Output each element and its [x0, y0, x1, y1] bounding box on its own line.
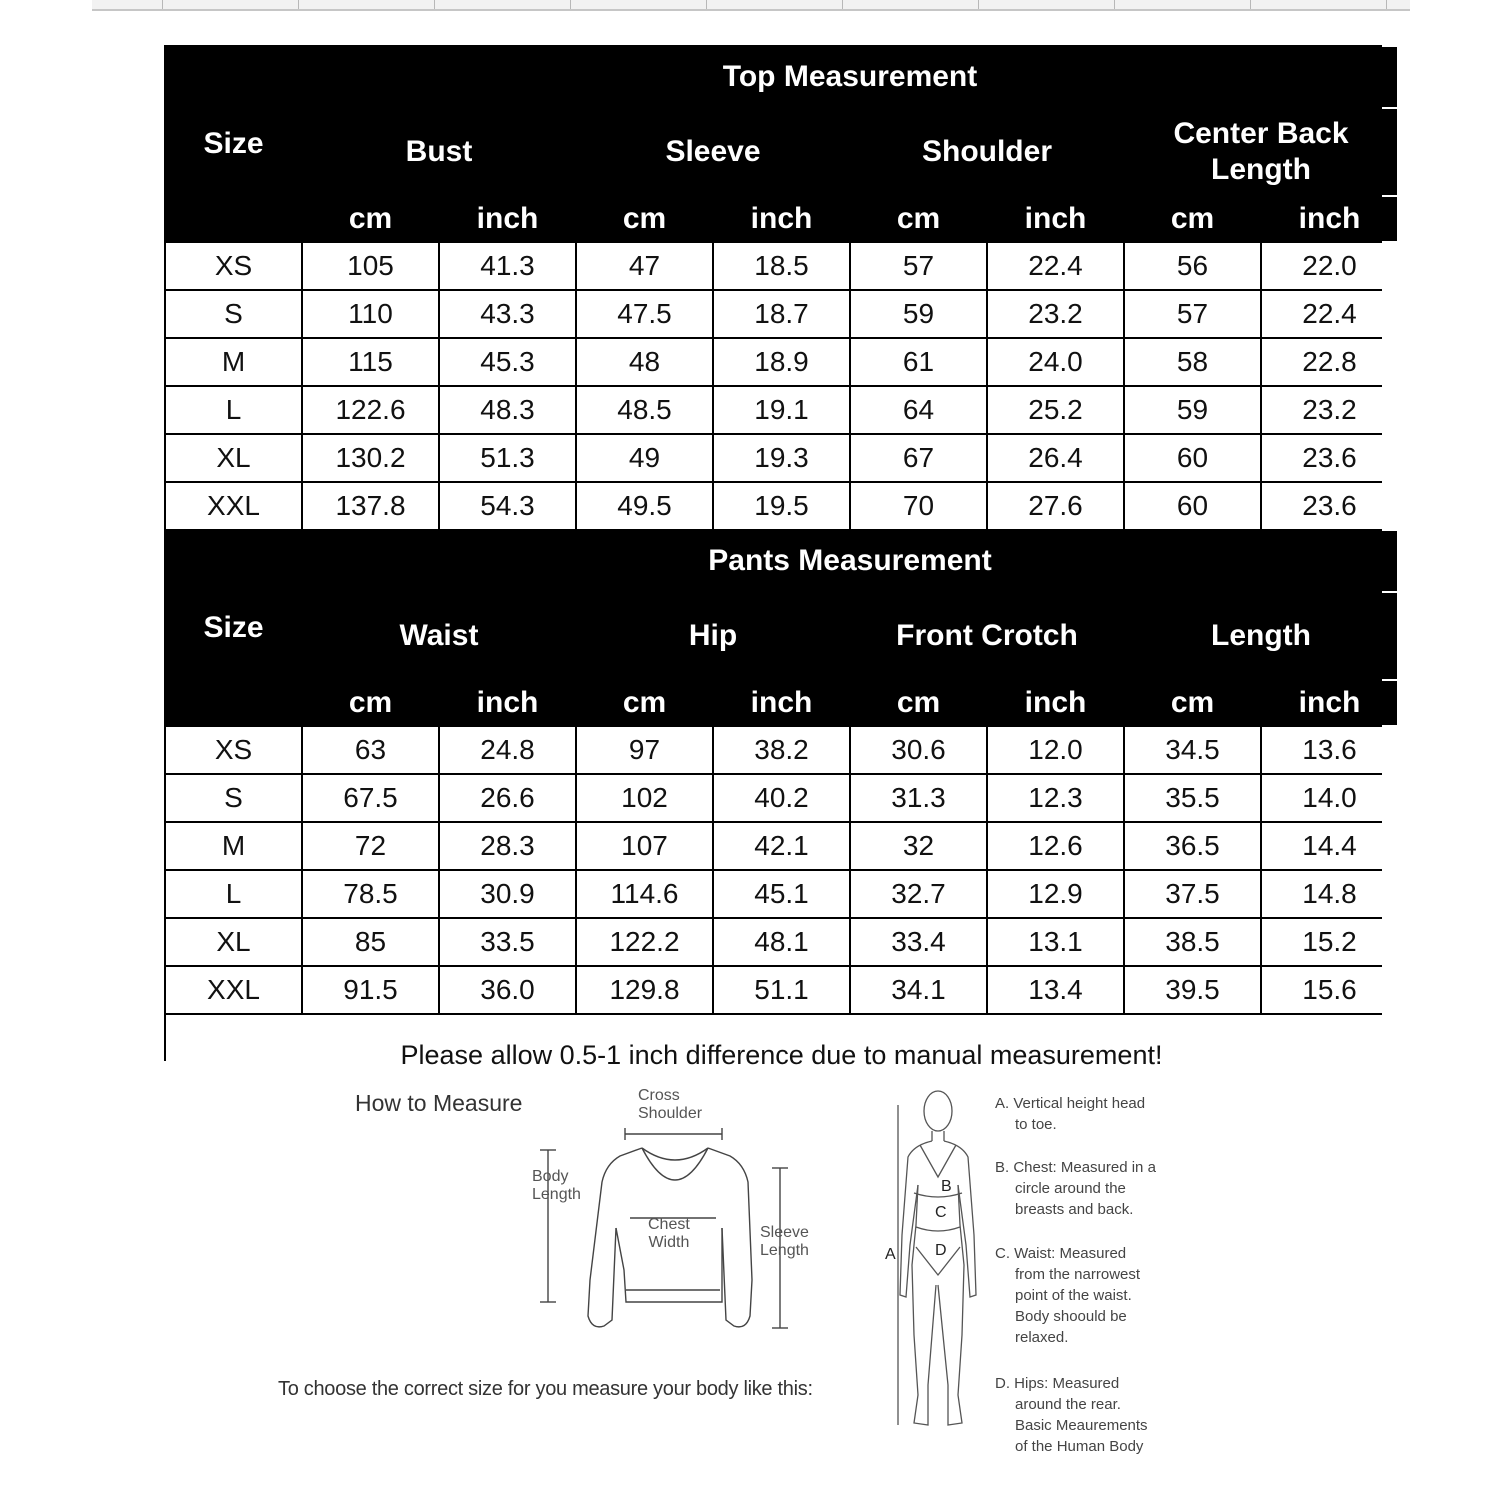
pants-value-cell: 85 — [303, 919, 438, 965]
pants-value-cell: 40.2 — [714, 775, 849, 821]
pants-unit-inch: inch — [1262, 681, 1397, 725]
chest-width-line2: Width — [648, 1234, 690, 1251]
top-value-cell: 23.2 — [988, 291, 1123, 337]
legend-b — [995, 1157, 1156, 1220]
how-to-measure-title: How to Measure — [355, 1090, 523, 1116]
top-unit-cm: cm — [1125, 197, 1260, 241]
top-size-header: Size — [166, 47, 301, 241]
pants-value-cell: 102 — [577, 775, 712, 821]
pants-value-cell: 107 — [577, 823, 712, 869]
top-value-cell: 60 — [1125, 435, 1260, 481]
pants-value-cell: 34.1 — [851, 967, 986, 1013]
pants-value-cell: 30.9 — [440, 871, 575, 917]
top-value-cell: 48.5 — [577, 387, 712, 433]
pants-value-cell: 26.6 — [440, 775, 575, 821]
chest-width-label — [648, 1216, 690, 1252]
pants-value-cell: 97 — [577, 727, 712, 773]
top-group-header: Center Back Length — [1125, 109, 1397, 195]
pants-value-cell: 12.0 — [988, 727, 1123, 773]
pants-value-cell: 91.5 — [303, 967, 438, 1013]
top-value-cell: 48.3 — [440, 387, 575, 433]
sleeve-length-label — [760, 1224, 809, 1260]
legend-c — [995, 1243, 1140, 1348]
top-value-cell: 18.7 — [714, 291, 849, 337]
top-value-cell: 18.9 — [714, 339, 849, 385]
top-value-cell: 57 — [851, 243, 986, 289]
legend-a-line2: to toe. — [1015, 1116, 1057, 1133]
top-unit-inch: inch — [440, 197, 575, 241]
pants-value-cell: 122.2 — [577, 919, 712, 965]
top-value-cell: 58 — [1125, 339, 1260, 385]
top-value-cell: 45.3 — [440, 339, 575, 385]
pants-unit-cm: cm — [851, 681, 986, 725]
top-value-cell: 137.8 — [303, 483, 438, 529]
marker-d: D — [935, 1242, 947, 1259]
pants-size-cell: XL — [166, 919, 301, 965]
legend-c-line2: from the narrowest — [1015, 1266, 1141, 1283]
top-value-cell: 70 — [851, 483, 986, 529]
top-value-cell: 115 — [303, 339, 438, 385]
top-value-cell: 59 — [1125, 387, 1260, 433]
pants-value-cell: 72 — [303, 823, 438, 869]
pants-section-title: Pants Measurement — [303, 531, 1397, 591]
top-group-header: Sleeve — [577, 109, 849, 195]
legend-d-line1: D. Hips: Measured — [995, 1375, 1120, 1392]
top-value-cell: 122.6 — [303, 387, 438, 433]
top-value-cell: 23.2 — [1262, 387, 1397, 433]
pants-unit-inch: inch — [714, 681, 849, 725]
top-value-cell: 57 — [1125, 291, 1260, 337]
top-unit-inch: inch — [1262, 197, 1397, 241]
pants-value-cell: 13.4 — [988, 967, 1123, 1013]
top-value-cell: 64 — [851, 387, 986, 433]
legend-a-line1: A. Vertical height head — [995, 1095, 1146, 1112]
top-value-cell: 19.5 — [714, 483, 849, 529]
legend-d-line4: of the Human Body — [1015, 1438, 1144, 1455]
legend-d-line2: around the rear. — [1015, 1396, 1121, 1413]
size-chart-table — [164, 45, 1382, 1070]
pants-value-cell: 28.3 — [440, 823, 575, 869]
top-value-cell: 19.1 — [714, 387, 849, 433]
top-value-cell: 54.3 — [440, 483, 575, 529]
pants-value-cell: 36.5 — [1125, 823, 1260, 869]
pants-value-cell: 12.6 — [988, 823, 1123, 869]
pants-value-cell: 129.8 — [577, 967, 712, 1013]
top-value-cell: 61 — [851, 339, 986, 385]
pants-size-cell: XXL — [166, 967, 301, 1013]
pants-value-cell: 30.6 — [851, 727, 986, 773]
pants-size-cell: XS — [166, 727, 301, 773]
top-value-cell: 59 — [851, 291, 986, 337]
pants-unit-cm: cm — [303, 681, 438, 725]
sleeve-length-line1: Sleeve — [760, 1224, 809, 1241]
pants-value-cell: 51.1 — [714, 967, 849, 1013]
pants-value-cell: 34.5 — [1125, 727, 1260, 773]
top-value-cell: 130.2 — [303, 435, 438, 481]
top-size-cell: S — [166, 291, 301, 337]
pants-value-cell: 13.1 — [988, 919, 1123, 965]
chest-width-line1: Chest — [648, 1216, 690, 1233]
pants-group-header: Hip — [577, 593, 849, 679]
pants-value-cell: 38.2 — [714, 727, 849, 773]
pants-group-header: Length — [1125, 593, 1397, 679]
top-unit-inch: inch — [988, 197, 1123, 241]
cross-shoulder-label — [638, 1087, 702, 1123]
top-value-cell: 51.3 — [440, 435, 575, 481]
pants-value-cell: 37.5 — [1125, 871, 1260, 917]
pants-size-header: Size — [166, 531, 301, 725]
pants-unit-cm: cm — [1125, 681, 1260, 725]
top-size-cell: XS — [166, 243, 301, 289]
measurement-note: Please allow 0.5-1 inch difference due to manual measurement! — [166, 1015, 1397, 1095]
top-value-cell: 41.3 — [440, 243, 575, 289]
pants-group-header: Front Crotch — [851, 593, 1123, 679]
top-value-cell: 23.6 — [1262, 435, 1397, 481]
pants-value-cell: 24.8 — [440, 727, 575, 773]
cross-shoulder-line1: Cross — [638, 1087, 680, 1104]
pants-value-cell: 31.3 — [851, 775, 986, 821]
pants-value-cell: 63 — [303, 727, 438, 773]
pants-value-cell: 67.5 — [303, 775, 438, 821]
spreadsheet-header-strip — [92, 0, 1410, 11]
top-size-cell: L — [166, 387, 301, 433]
pants-value-cell: 32.7 — [851, 871, 986, 917]
sleeve-length-line2: Length — [760, 1242, 809, 1259]
pants-unit-inch: inch — [988, 681, 1123, 725]
legend-a — [995, 1093, 1145, 1135]
pants-value-cell: 35.5 — [1125, 775, 1260, 821]
top-value-cell: 22.8 — [1262, 339, 1397, 385]
legend-c-line3: point of the waist. — [1015, 1287, 1132, 1304]
pants-value-cell: 12.3 — [988, 775, 1123, 821]
top-value-cell: 27.6 — [988, 483, 1123, 529]
legend-b-line3: breasts and back. — [1015, 1201, 1134, 1218]
pants-size-cell: L — [166, 871, 301, 917]
pants-value-cell: 38.5 — [1125, 919, 1260, 965]
top-value-cell: 22.4 — [988, 243, 1123, 289]
pants-value-cell: 78.5 — [303, 871, 438, 917]
pants-value-cell: 114.6 — [577, 871, 712, 917]
top-value-cell: 25.2 — [988, 387, 1123, 433]
body-figure-icon — [880, 1085, 990, 1445]
pants-value-cell: 15.6 — [1262, 967, 1397, 1013]
top-section-title: Top Measurement — [303, 47, 1397, 107]
top-value-cell: 110 — [303, 291, 438, 337]
body-length-label — [532, 1168, 581, 1204]
top-size-cell: XXL — [166, 483, 301, 529]
top-size-cell: M — [166, 339, 301, 385]
top-value-cell: 67 — [851, 435, 986, 481]
marker-b: B — [941, 1178, 952, 1195]
body-length-line1: Body — [532, 1168, 569, 1185]
pants-value-cell: 13.6 — [1262, 727, 1397, 773]
top-value-cell: 26.4 — [988, 435, 1123, 481]
top-value-cell: 47.5 — [577, 291, 712, 337]
pants-value-cell: 32 — [851, 823, 986, 869]
top-value-cell: 49 — [577, 435, 712, 481]
legend-c-line5: relaxed. — [1015, 1329, 1069, 1346]
pants-value-cell: 14.4 — [1262, 823, 1397, 869]
pants-size-cell: S — [166, 775, 301, 821]
top-value-cell: 105 — [303, 243, 438, 289]
pants-group-header: Waist — [303, 593, 575, 679]
pants-unit-cm: cm — [577, 681, 712, 725]
pants-value-cell: 45.1 — [714, 871, 849, 917]
pants-value-cell: 48.1 — [714, 919, 849, 965]
pants-value-cell: 14.0 — [1262, 775, 1397, 821]
pants-value-cell: 33.5 — [440, 919, 575, 965]
marker-c: C — [935, 1204, 947, 1221]
top-unit-cm: cm — [303, 197, 438, 241]
top-value-cell: 60 — [1125, 483, 1260, 529]
pants-value-cell: 12.9 — [988, 871, 1123, 917]
top-value-cell: 22.4 — [1262, 291, 1397, 337]
pants-value-cell: 42.1 — [714, 823, 849, 869]
pants-value-cell: 15.2 — [1262, 919, 1397, 965]
top-value-cell: 49.5 — [577, 483, 712, 529]
top-value-cell: 24.0 — [988, 339, 1123, 385]
top-unit-inch: inch — [714, 197, 849, 241]
pants-value-cell: 36.0 — [440, 967, 575, 1013]
legend-b-line2: circle around the — [1015, 1180, 1126, 1197]
top-value-cell: 18.5 — [714, 243, 849, 289]
top-size-cell: XL — [166, 435, 301, 481]
legend-c-line1: C. Waist: Measured — [995, 1245, 1127, 1262]
top-value-cell: 47 — [577, 243, 712, 289]
top-unit-cm: cm — [851, 197, 986, 241]
legend-d-line3: Basic Meaurements — [1015, 1417, 1148, 1434]
top-group-header: Bust — [303, 109, 575, 195]
legend-b-line1: B. Chest: Measured in a — [995, 1159, 1156, 1176]
pants-unit-inch: inch — [440, 681, 575, 725]
top-value-cell: 48 — [577, 339, 712, 385]
body-length-line2: Length — [532, 1186, 581, 1203]
pants-value-cell: 39.5 — [1125, 967, 1260, 1013]
pants-value-cell: 14.8 — [1262, 871, 1397, 917]
measure-instruction: To choose the correct size for you measure your body like this: — [278, 1378, 813, 1400]
legend-c-line4: Body shoould be — [1015, 1308, 1127, 1325]
top-value-cell: 23.6 — [1262, 483, 1397, 529]
top-value-cell: 19.3 — [714, 435, 849, 481]
cross-shoulder-line2: Shoulder — [638, 1105, 703, 1122]
top-value-cell: 43.3 — [440, 291, 575, 337]
marker-a: A — [885, 1246, 896, 1263]
top-group-header: Shoulder — [851, 109, 1123, 195]
top-value-cell: 22.0 — [1262, 243, 1397, 289]
top-unit-cm: cm — [577, 197, 712, 241]
legend-d — [995, 1373, 1148, 1457]
pants-value-cell: 33.4 — [851, 919, 986, 965]
pants-size-cell: M — [166, 823, 301, 869]
top-value-cell: 56 — [1125, 243, 1260, 289]
